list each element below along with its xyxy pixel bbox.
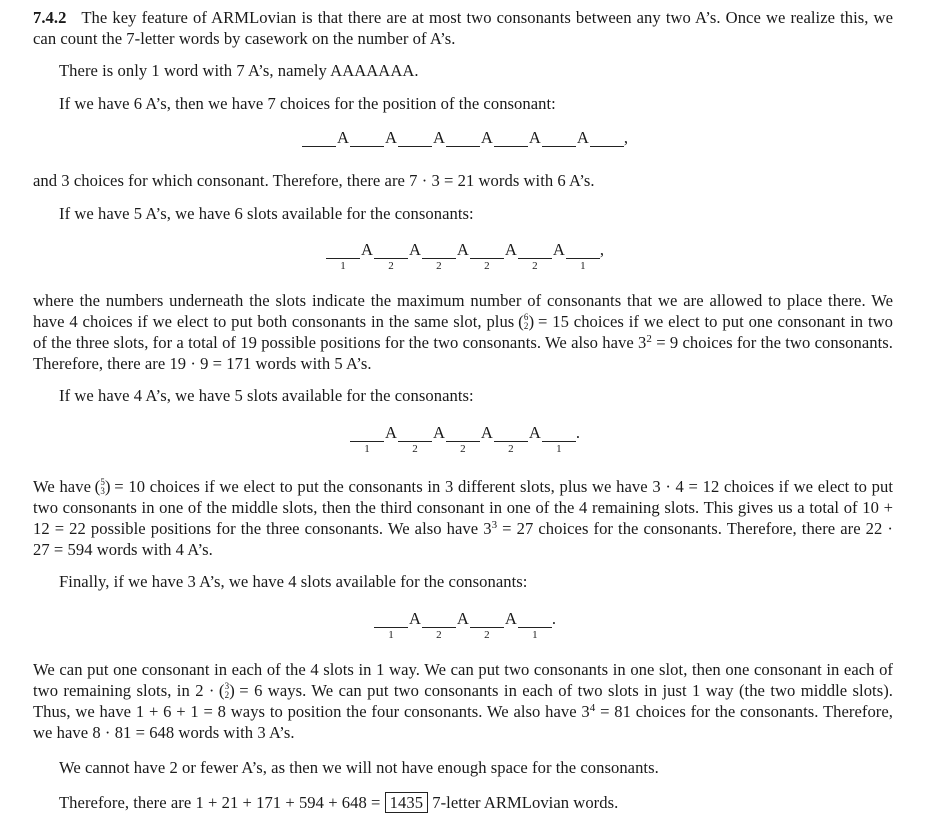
exponent: 3 bbox=[491, 519, 498, 531]
slot-capacity-label: 2 bbox=[436, 260, 442, 272]
letter-a: A bbox=[552, 240, 565, 259]
diagram-three-a bbox=[0, 609, 930, 641]
text-segment: We have bbox=[33, 477, 96, 496]
intro-text: The key feature of ARMLovian is that there are at most two consonants between any two A’s. Once we realize this, we can count the 7-letter words by casework on the number of A’s. bbox=[33, 8, 893, 48]
binom-k: 3 bbox=[100, 486, 105, 496]
letter-a: A bbox=[336, 128, 349, 147]
letter-a: A bbox=[504, 240, 517, 259]
binom-n: 3 bbox=[224, 681, 230, 691]
letter-a: A bbox=[384, 128, 397, 147]
consonant-slot bbox=[590, 128, 624, 147]
binom-k: 2 bbox=[224, 690, 230, 700]
diagram-five-a bbox=[0, 240, 930, 272]
consonant-slot bbox=[518, 609, 552, 641]
letter-a: A bbox=[432, 128, 445, 147]
slot-capacity-label: 2 bbox=[412, 443, 418, 455]
text-segment: = 15 choices if we elect to put one consonant in two of the three slots, for a total of 19 possible positions for the two consonants. We also have 3 bbox=[33, 312, 893, 352]
text-segment: = 81 choices for the consonants. Therefore, we have 8 · 81 = 648 words with 3 A’s. bbox=[33, 702, 893, 742]
letter-a: A bbox=[528, 128, 541, 147]
exponent: 2 bbox=[646, 333, 652, 345]
slot-capacity-label: 2 bbox=[436, 629, 442, 641]
slot-capacity-label: 1 bbox=[556, 443, 562, 455]
text-segment: = 6 ways. We can put two consonants in each of two slots in just 1 way (the two middle slots). Thus, we have 1 + 6 + 1 = 8 ways to position the four consonants. We also have 3 bbox=[33, 681, 893, 721]
paragraph-five-a-result bbox=[33, 290, 893, 374]
letter-a: A bbox=[432, 423, 445, 442]
paragraph-conclusion bbox=[59, 792, 893, 813]
slot-capacity-label: 2 bbox=[532, 260, 538, 272]
letter-a: A bbox=[456, 609, 469, 628]
consonant-slot bbox=[422, 240, 456, 272]
consonant-slot bbox=[470, 609, 504, 641]
consonant-slot bbox=[494, 423, 528, 455]
consonant-slot bbox=[422, 609, 456, 641]
text-segment: = 9 choices for the two consonants. Therefore, there are 19 · 9 = 171 words with 5 A’s. bbox=[33, 333, 894, 373]
binomial-5-choose-3: ( 5 3 ) bbox=[94, 477, 111, 496]
consonant-slot bbox=[374, 240, 408, 272]
slot-capacity-label: 1 bbox=[388, 629, 394, 641]
consonant-slot bbox=[542, 423, 576, 455]
slot-capacity-label: 2 bbox=[388, 260, 394, 272]
slot-row bbox=[374, 609, 557, 641]
slot-capacity-label: 2 bbox=[460, 443, 466, 455]
paragraph-three-a-result bbox=[33, 659, 893, 743]
slot-capacity-label: 2 bbox=[508, 443, 514, 455]
text-segment: Therefore, there are 1 + 21 + 171 + 594 + 648 = bbox=[59, 793, 385, 812]
paragraph-fewer-a: We cannot have 2 or fewer A’s, as then we will not have enough space for the consonants. bbox=[59, 758, 659, 777]
slot-capacity-label: 1 bbox=[364, 443, 370, 455]
paragraph-intro bbox=[33, 7, 893, 49]
paragraph-four-a-result bbox=[33, 476, 893, 560]
paragraph-six-a-intro: If we have 6 A’s, then we have 7 choices for the position of the consonant: bbox=[59, 94, 556, 113]
binom-k: 2 bbox=[523, 321, 529, 331]
slot-row bbox=[302, 128, 628, 147]
letter-a: A bbox=[528, 423, 541, 442]
consonant-slot bbox=[494, 128, 528, 147]
diagram-punctuation: . bbox=[575, 423, 581, 442]
paragraph-three-a-intro: Finally, if we have 3 A’s, we have 4 slots available for the consonants: bbox=[59, 572, 528, 591]
letter-a: A bbox=[384, 423, 397, 442]
slot-row bbox=[326, 240, 605, 272]
diagram-six-a bbox=[0, 128, 930, 152]
consonant-slot bbox=[326, 240, 360, 272]
diagram-punctuation: , bbox=[599, 240, 605, 259]
letter-a: A bbox=[480, 128, 493, 147]
exponent: 4 bbox=[589, 702, 596, 714]
letter-a: A bbox=[456, 240, 469, 259]
letter-a: A bbox=[360, 240, 373, 259]
binom-n: 6 bbox=[523, 312, 529, 322]
letter-a: A bbox=[480, 423, 493, 442]
slot-capacity-label: 1 bbox=[532, 629, 538, 641]
binomial-6-choose-2: ( 6 2 ) bbox=[518, 312, 535, 331]
section-number: 7.4.2 bbox=[33, 8, 67, 27]
slot-capacity-label: 2 bbox=[484, 260, 490, 272]
consonant-slot bbox=[518, 240, 552, 272]
text-segment: We can put one consonant in each of the 4 slots in 1 way. We can put two consonants in one slot, then one consonant in each of two remaining slots, in 2 · bbox=[33, 660, 893, 700]
paragraph-four-a-intro: If we have 4 A’s, we have 5 slots available for the consonants: bbox=[59, 386, 474, 405]
consonant-slot bbox=[302, 128, 336, 147]
consonant-slot bbox=[542, 128, 576, 147]
consonant-slot bbox=[398, 128, 432, 147]
letter-a: A bbox=[504, 609, 517, 628]
letter-a: A bbox=[408, 609, 421, 628]
paragraph-five-a-intro: If we have 5 A’s, we have 6 slots available for the consonants: bbox=[59, 204, 474, 223]
slot-capacity-label: 1 bbox=[340, 260, 346, 272]
paragraph-six-a-result: and 3 choices for which consonant. Therefore, there are 7 · 3 = 21 words with 6 A’s. bbox=[33, 171, 595, 190]
text-segment: 7-letter ARMLovian words. bbox=[428, 793, 619, 812]
consonant-slot bbox=[350, 423, 384, 455]
consonant-slot bbox=[446, 423, 480, 455]
slot-capacity-label: 2 bbox=[484, 629, 490, 641]
consonant-slot bbox=[566, 240, 600, 272]
consonant-slot bbox=[470, 240, 504, 272]
slot-row bbox=[350, 423, 581, 455]
text-segment: where the numbers underneath the slots indicate the maximum number of consonants that we are allowed to place there. We have 4 choices if we elect to put both consonants in the same slot, plus bbox=[33, 291, 893, 331]
consonant-slot bbox=[398, 423, 432, 455]
slot-capacity-label: 1 bbox=[580, 260, 586, 272]
paragraph-seven-a: There is only 1 word with 7 A’s, namely AAAAAAA. bbox=[59, 61, 419, 80]
text-segment: = 10 choices if we elect to put the consonants in 3 different slots, plus we have 3 · 4 = 12 choices if we elect to put two consonants in one of the middle slots, then the third consonant in one of the 4 remaining slots. This gives us a total of 10 + 12 = 22 possible positions for the three consonants. We also have 3 bbox=[33, 477, 893, 538]
consonant-slot bbox=[446, 128, 480, 147]
text-segment: = 27 choices for the consonants. Therefore, there are 22 · 27 = 594 words with 4 A’s. bbox=[33, 519, 893, 559]
diagram-punctuation: . bbox=[551, 609, 557, 628]
final-answer-box: 1435 bbox=[385, 792, 428, 813]
diagram-punctuation: , bbox=[623, 128, 629, 147]
binom-n: 5 bbox=[100, 477, 105, 487]
diagram-four-a bbox=[0, 423, 930, 455]
binomial-3-choose-2: ( 3 2 ) bbox=[218, 681, 235, 700]
letter-a: A bbox=[576, 128, 589, 147]
consonant-slot bbox=[350, 128, 384, 147]
consonant-slot bbox=[374, 609, 408, 641]
letter-a: A bbox=[408, 240, 421, 259]
